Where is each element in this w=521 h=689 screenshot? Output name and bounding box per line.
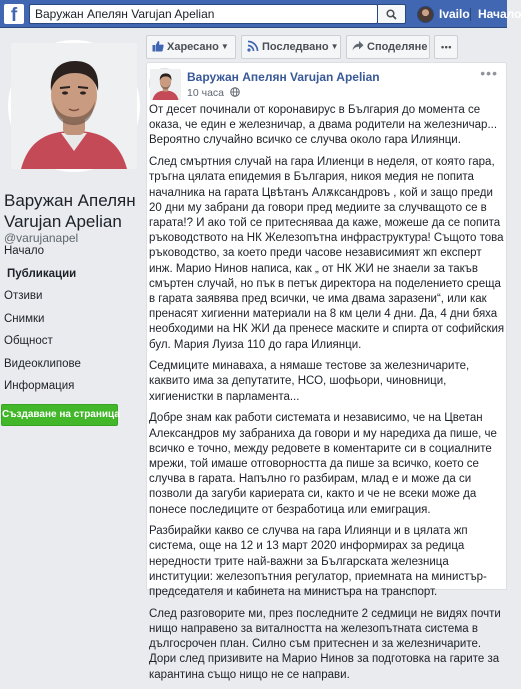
- nav-item-community[interactable]: Общност: [4, 335, 53, 347]
- top-profile-link[interactable]: [417, 5, 470, 23]
- nav-item-about[interactable]: Информация: [4, 380, 75, 392]
- share-arrow-icon: [352, 40, 364, 52]
- search-input[interactable]: Варужан Апелян Varujan Apelian: [29, 4, 378, 24]
- post-time-label: 10 часа: [187, 87, 224, 99]
- nav-item-videos[interactable]: Видеоклипове: [4, 357, 81, 370]
- page-handle[interactable]: @varujanapel: [4, 231, 79, 245]
- post-paragraph: От десет починали от коронавирус в България до момента се оказа, че един е железничар, а двама родители на железничар... Вероятно случайно всичко се случва около гара Илиянци.: [149, 104, 498, 147]
- nav-item-posts[interactable]: Публикации: [0, 263, 143, 286]
- search-button[interactable]: [378, 4, 406, 24]
- create-page-button[interactable]: Създаване на страница: [1, 404, 118, 426]
- globe-icon: [230, 87, 240, 97]
- divider: [470, 8, 471, 21]
- page-title: Варужан Апелян Varujan Apelian: [4, 191, 136, 231]
- post-timestamp[interactable]: [187, 87, 240, 99]
- nav-item-home[interactable]: Начало: [4, 245, 45, 257]
- page-action-bar: [146, 35, 507, 59]
- top-user-name: Ivailo: [439, 7, 470, 21]
- facebook-logo-icon[interactable]: f: [4, 4, 24, 24]
- post-body: [149, 103, 506, 689]
- search-icon: [386, 9, 397, 20]
- post-card: [146, 62, 507, 681]
- profile-picture[interactable]: [8, 40, 140, 172]
- nav-item-reviews[interactable]: Отзиви: [4, 290, 43, 302]
- post-author-avatar[interactable]: [149, 68, 180, 99]
- post-options-button[interactable]: •••: [480, 65, 498, 81]
- more-options-button[interactable]: [434, 35, 458, 59]
- follow-button-label: Последвано: [262, 41, 329, 53]
- home-link[interactable]: Начало: [478, 7, 521, 21]
- chevron-down-icon: ▼: [220, 42, 229, 52]
- follow-button[interactable]: [241, 35, 341, 59]
- top-navigation-bar: [0, 0, 521, 28]
- post-author-name[interactable]: Варужан Апелян Varujan Apelian: [187, 70, 380, 84]
- more-icon: •••: [441, 42, 452, 52]
- share-button-label: Споделяне: [367, 41, 428, 53]
- post-paragraph: След разговорите ми, през последните 2 седмици не видях почти нищо направено за виталността на железопътната система в дългосрочен план. Силно съм притеснен и за железничарите. Дори след призивите на Марио Нинов за подготовка на гарите за карантина също нищо не се направи.: [149, 607, 501, 681]
- avatar: [417, 6, 434, 23]
- like-button-label: Харесано: [167, 41, 219, 53]
- rss-icon: [247, 40, 259, 52]
- page-navigation: [0, 240, 143, 398]
- like-button[interactable]: [146, 35, 236, 59]
- post-paragraph: След смъртния случай на гара Илиенци в неделя, от която гара, тръгна цялата епидемия в България, никоя медия не попита началника на гарата Цвѣтанъ Алѫксандровъ , кой и защо преди 20 дни му забрани да говори пред медиите за случващото се в гарата!? И ако той се притесняваа да каже, можеше да се попита ръководството на НК Железопътна инфраструктура! Същото това ръководство, за което преди часове независимият жп експерт инж. Марио Нинов написа, как „ от НК ЖИ не знаели за такъв смъртен случай, но пък в петък директора на поделението среща в гарата заявява пред всички, че има двама заразени“, или как пренасят хигиенни материали на 8 км цели 4 дни. Да, 4 дни бяха необходими на НК ЖИ да пренесе маските и спирта от софийския бул. Мария Луиза 110 до гара Илиянци.: [149, 156, 505, 351]
- post-paragraph: Разбирайки какво се случва на гара Илиянци и в цялата жп система, още на 12 и 13 март 2020 информирах за редица нередности трите най-важни за Българската железница институции: железопътния регулатор, приемната на министър-председателя и кабинета на министъра на транспорт.: [149, 525, 487, 599]
- post-paragraph: Добре знам как работи системата и независимо, че на Цветан Александров му забраниха да говори и му наредиха да пише, че всичко е точно, между редовете в коментарите си в социалните мрежи, той имаше отговорността да пише за всичко, което се случва в гарата. Напълно го разбирам, млад е и може да си позволи да загуби кариерата си, както и че не всеки може да понесе последиците от безработица или емиграция.: [149, 412, 497, 516]
- chevron-down-icon: ▼: [330, 42, 339, 52]
- post-paragraph: Седмиците минаваха, а нямаше тестове за железничарите, каквито има за депутатите, НСО, шофьори, чиновници, хигиенистки в парламента...: [149, 360, 470, 403]
- share-button[interactable]: [346, 35, 430, 59]
- nav-item-photos[interactable]: Снимки: [4, 312, 45, 325]
- thumbs-up-icon: [152, 40, 164, 52]
